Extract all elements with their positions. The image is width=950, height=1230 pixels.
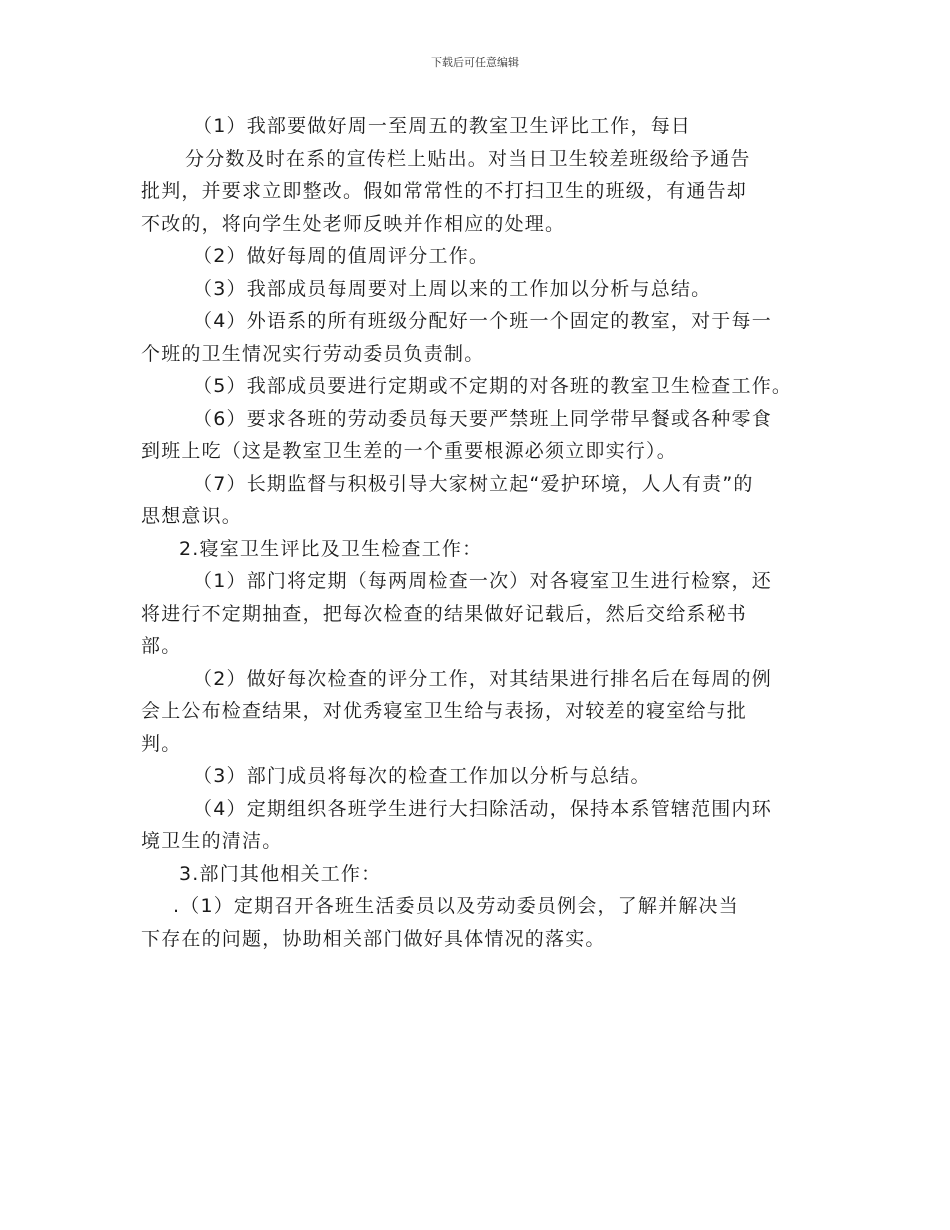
text-line: 将进行不定期抽查，把每次检查的结果做好记载后，然后交给系秘书: [141, 602, 748, 625]
text-line: （1）我部要做好周一至周五的教室卫生评比工作，每日: [193, 115, 692, 137]
text-line: （6）要求各班的劳动委员每天要严禁班上同学带早餐或各种零食: [193, 407, 772, 430]
text-line: （4）定期组织各班学生进行大扫除活动，保持本系管辖范围内环: [193, 797, 772, 820]
text-line: （5）我部成员要进行定期或不定期的对各班的教室卫生检查工作。: [193, 375, 793, 397]
text-line: 判。: [141, 732, 182, 755]
text-line: （7）长期监督与积极引导大家树立起“爱护环境，人人有责”的: [193, 472, 754, 495]
text-line: 分分数及时在系的宣传栏上贴出。对当日卫生较差班级给予通告: [185, 147, 751, 170]
text-line: （3）部门成员将每次的检查工作加以分析与总结。: [193, 765, 651, 787]
text-line: 批判，并要求立即整改。假如常常性的不打扫卫生的班级，有通告却: [141, 180, 748, 202]
page-header: 下载后可任意编辑: [431, 56, 519, 69]
document-body: [141, 110, 831, 955]
text-line: 会上公布检查结果，对优秀寝室卫生给与表扬，对较差的寝室给与批: [141, 700, 748, 722]
text-line: .（1）定期召开各班生活委员以及劳动委员例会，了解并解决当: [173, 895, 739, 917]
text-line: 到班上吃（这是教室卫生差的一个重要根源必须立即实行）。: [141, 440, 677, 462]
text-line: （2）做好每次检查的评分工作，对其结果进行排名后在每周的例: [193, 667, 772, 690]
text-line: 境卫生的清洁。: [141, 830, 283, 852]
text-line: 思想意识。: [141, 505, 243, 527]
text-line: （4）外语系的所有班级分配好一个班一个固定的教室，对于每一: [193, 310, 772, 332]
section-heading: 3.部门其他相关工作：: [179, 862, 382, 885]
text-line: 不改的，将向学生处老师反映并作相应的处理。: [141, 212, 566, 235]
text-line: （1）部门将定期（每两周检查一次）对各寝室卫生进行检察，还: [193, 570, 772, 592]
text-line: 个班的卫生情况实行劳动委员负责制。: [141, 342, 485, 365]
text-line: 下存在的问题，协助相关部门做好具体情况的落实。: [141, 927, 606, 950]
text-line: （3）我部成员每周要对上周以来的工作加以分析与总结。: [193, 277, 712, 300]
section-heading: 2.寝室卫生评比及卫生检查工作：: [179, 537, 483, 560]
text-line: 部。: [141, 635, 182, 657]
text-line: （2）做好每周的值周评分工作。: [193, 245, 490, 267]
